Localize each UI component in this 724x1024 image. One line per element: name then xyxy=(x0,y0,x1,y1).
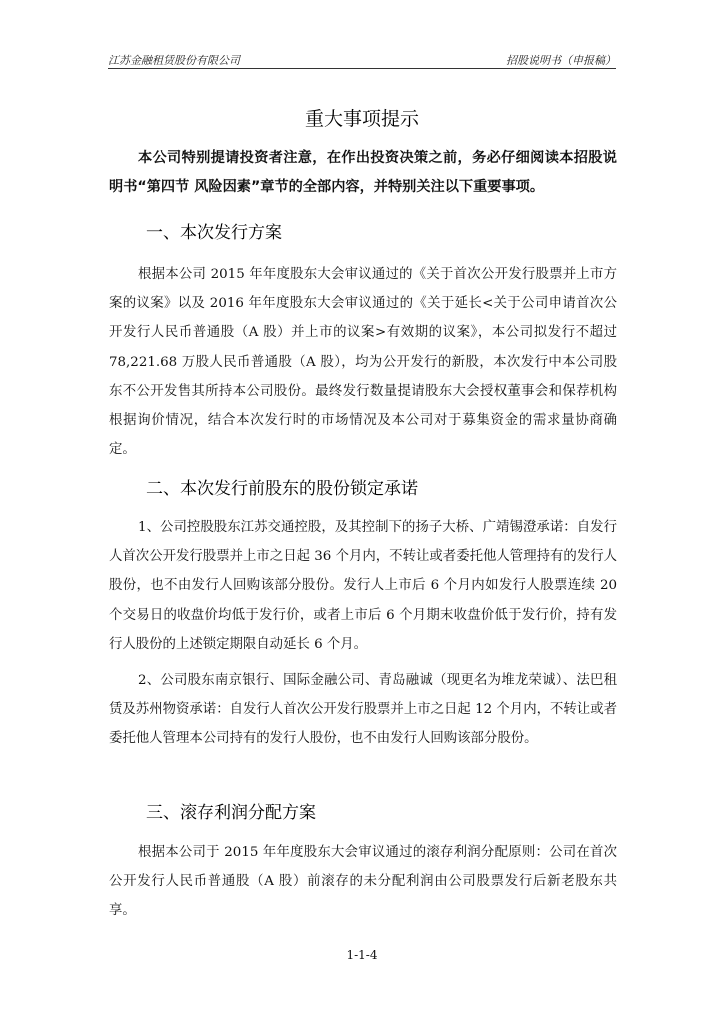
paragraph-lockup-other-shareholders: 2、公司股东南京银行、国际金融公司、青岛融诚（现更名为堆龙荣诚）、法巴租赁及苏州物资承诺：自发行人首次公开发行股票并上市之日起 12 个月内，不转让或者委托他人管理本公司持有的发行人股份，也不由发行人回购该部分股份。 xyxy=(109,673,617,747)
header-company: 江苏金融租赁股份有限公司 xyxy=(108,54,240,67)
page-header xyxy=(108,50,616,69)
paragraph-lockup-controlling-shareholder: 1、公司控股股东江苏交通控股，及其控制下的扬子大桥、广靖锡澄承诺：自发行人首次公开发行股票并上市之日起 36 个月内，不转让或者委托他人管理持有的发行人股份，也不由发行人回购该部分股份。发行人上市后 6 个月内如发行人股票连续 20 个交易日的收盘价均低于发行价，或者上市后 6 个月期末收盘价低于发行价，持有发行人股份的上述锁定期限自动延长 6 个月。 xyxy=(109,520,617,652)
page-number: 1-1-4 xyxy=(346,948,378,962)
header-doc-type: 招股说明书（申报稿） xyxy=(506,54,616,67)
paragraph-profit-distribution: 根据本公司于 2015 年年度股东大会审议通过的滚存利润分配原则：公司在首次公开发行人民币普通股（A 股）前滚存的未分配利润由公司股票发行后新老股东共享。 xyxy=(109,845,617,919)
notice-paragraph: 本公司特别提请投资者注意，在作出投资决策之前，务必仔细阅读本招股说明书“第四节 风险因素”章节的全部内容，并特别关注以下重要事项。 xyxy=(109,150,617,195)
section-heading-profit-distribution: 三、滚存利润分配方案 xyxy=(146,803,316,823)
section-heading-issuance-plan: 一、本次发行方案 xyxy=(146,223,282,243)
section-heading-share-lockup: 二、本次发行前股东的股份锁定承诺 xyxy=(146,479,418,499)
page-title: 重大事项提示 xyxy=(304,108,419,130)
paragraph-issuance-plan: 根据本公司 2015 年年度股东大会审议通过的《关于首次公开发行股票并上市方案的议案》以及 2016 年年度股东大会审议通过的《关于延长<关于公司申请首次公开发行人民币普通股（A 股）并上市的议案>有效期的议案》，本公司拟发行不超过 78,221.68 万股人民币普通股（A 股），均为公开发行的新股，本次发行中本公司股东不公开发售其所持本公司股份。最终发行数量提请股东大会授权董事会和保荐机构根据询价情况，结合本次发行时的市场情况及本公司对于募集资金的需求量协商确定。 xyxy=(109,267,617,458)
